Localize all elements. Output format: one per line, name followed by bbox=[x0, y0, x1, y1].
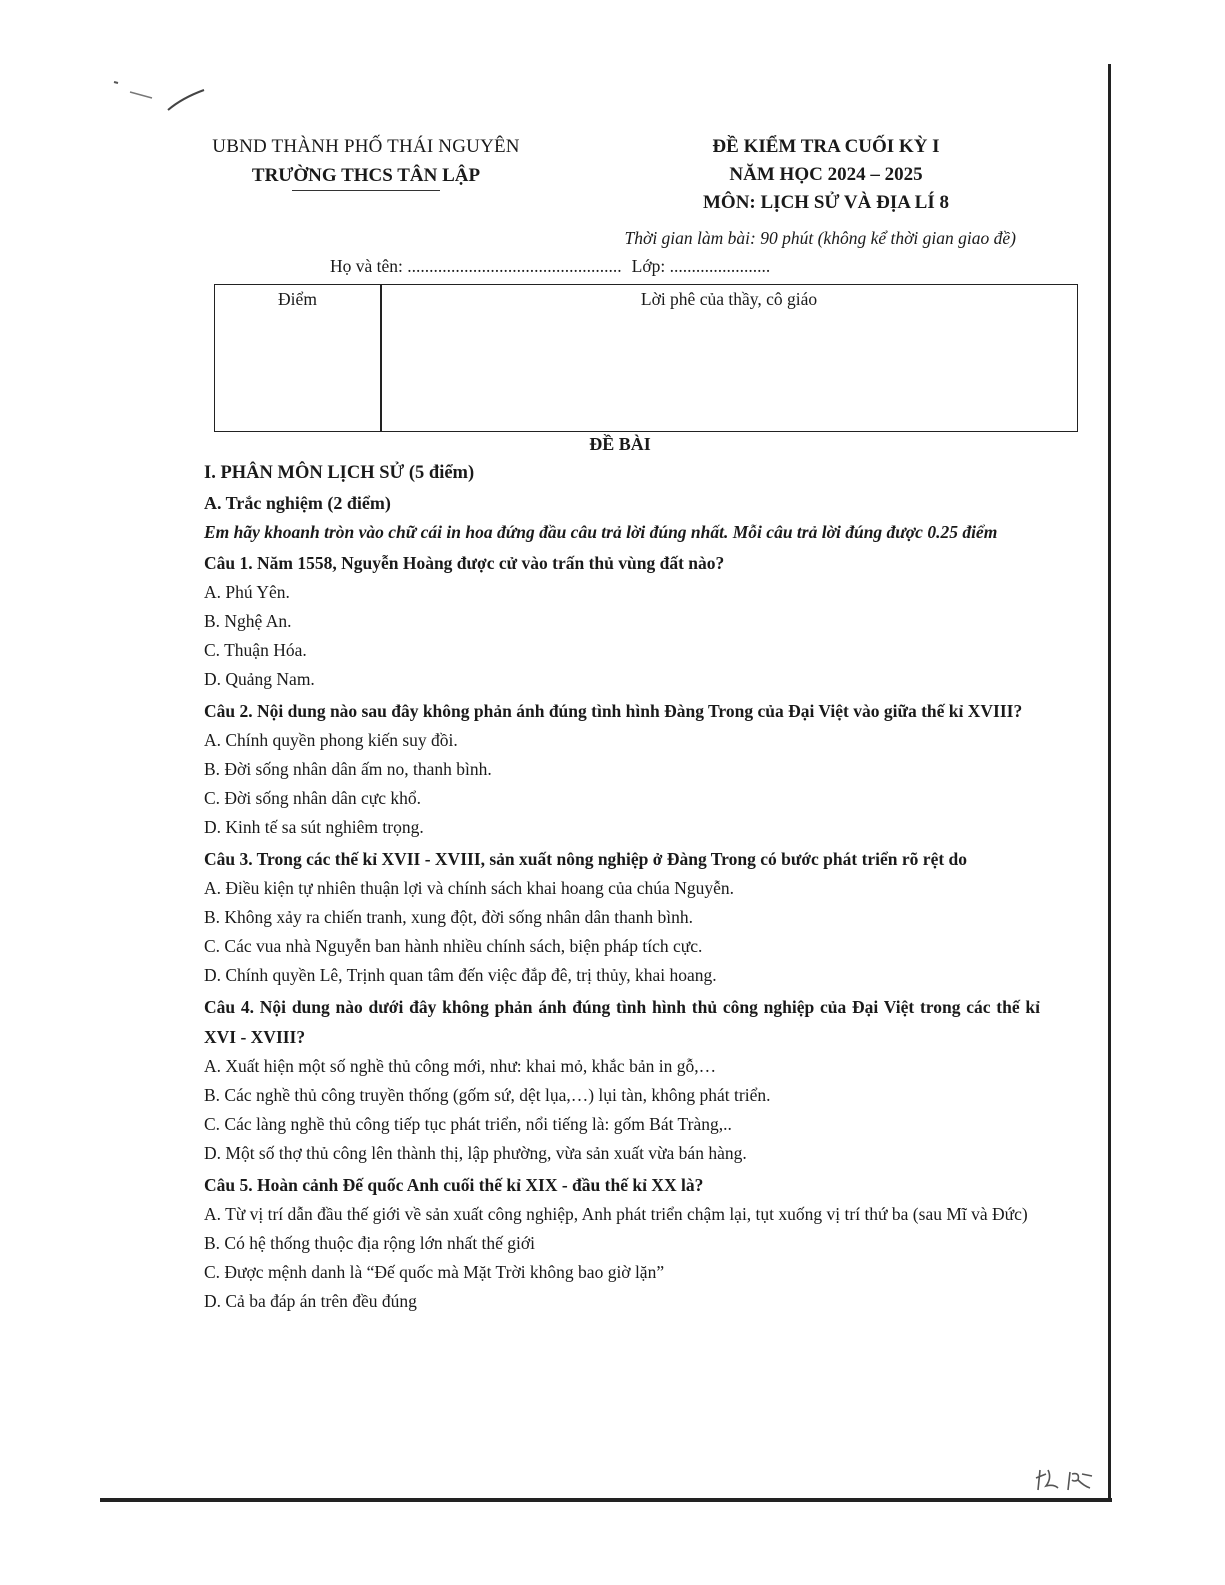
student-name-field: Họ và tên: ................................................. bbox=[330, 256, 622, 276]
question-text: Câu 4. Nội dung nào dưới đây không phản ánh đúng tình hình thủ công nghiệp của Đại Việt trong các thế kỉ XVI - XVIII? bbox=[204, 997, 1040, 1047]
pen-stroke-mark bbox=[112, 72, 212, 122]
answer-option: B. Không xảy ra chiến tranh, xung đột, đời sống nhân dân thanh bình. bbox=[204, 907, 693, 927]
answer-option: C. Được mệnh danh là “Đế quốc mà Mặt Trời không bao giờ lặn” bbox=[204, 1262, 665, 1282]
handwritten-initials bbox=[1034, 1464, 1104, 1494]
student-info-line bbox=[330, 256, 770, 277]
question-text: Câu 1. Năm 1558, Nguyễn Hoàng được cử vào trấn thủ vùng đất nào? bbox=[204, 553, 725, 573]
instructions: Em hãy khoanh tròn vào chữ cái in hoa đứng đầu câu trả lời đúng nhất. Mỗi câu trả lời đúng được 0.25 điểm bbox=[204, 522, 998, 542]
answer-option: A. Chính quyền phong kiến suy đồi. bbox=[204, 730, 458, 750]
answer-option: B. Có hệ thống thuộc địa rộng lớn nhất thế giới bbox=[204, 1233, 536, 1253]
answer-option: C. Các làng nghề thủ công tiếp tục phát triển, nổi tiếng là: gốm Bát Tràng,.. bbox=[204, 1114, 732, 1134]
page-right-edge bbox=[1108, 64, 1111, 1500]
score-label: Điểm bbox=[278, 289, 317, 309]
teacher-comment-label: Lời phê của thầy, cô giáo bbox=[640, 289, 818, 309]
answer-option: B. Nghệ An. bbox=[204, 611, 292, 631]
answer-option: D. Chính quyền Lê, Trịnh quan tâm đến việc đắp đê, trị thủy, khai hoang. bbox=[204, 965, 717, 985]
exam-header bbox=[636, 136, 1016, 214]
exam-content-heading: ĐỀ BÀI bbox=[589, 434, 651, 454]
school-name: TRƯỜNG THCS TÂN LẬP bbox=[251, 165, 481, 186]
answer-option: A. Từ vị trí dẫn đầu thế giới về sản xuất công nghiệp, Anh phát triển chậm lại, tụt xuống vị trí thứ ba (sau Mĩ và Đức) bbox=[204, 1204, 1028, 1224]
school-year: NĂM HỌC 2024 – 2025 bbox=[729, 164, 923, 185]
answer-option: D. Một số thợ thủ công lên thành thị, lập phường, vừa sản xuất vừa bán hàng. bbox=[204, 1143, 747, 1163]
answer-option: B. Đời sống nhân dân ấm no, thanh bình. bbox=[204, 759, 492, 779]
city-committee-name: UBND THÀNH PHỐ THÁI NGUYÊN bbox=[212, 136, 520, 157]
page-bottom-rule bbox=[100, 1498, 1112, 1502]
answer-option: B. Các nghề thủ công truyền thống (gốm sứ, dệt lụa,…) lụi tàn, không phát triển. bbox=[204, 1085, 771, 1105]
student-class-field: Lớp: ....................... bbox=[631, 256, 771, 276]
question-text: Câu 5. Hoàn cảnh Đế quốc Anh cuối thế kỉ XIX - đầu thế kỉ XX là? bbox=[204, 1175, 704, 1195]
time-note: Thời gian làm bài: 90 phút (không kể thời gian giao đề) bbox=[624, 228, 1016, 248]
answer-option: C. Đời sống nhân dân cực khổ. bbox=[204, 788, 422, 808]
answer-option: A. Điều kiện tự nhiên thuận lợi và chính sách khai hoang của chúa Nguyễn. bbox=[204, 878, 734, 898]
question-text: Câu 2. Nội dung nào sau đây không phản ánh đúng tình hình Đàng Trong của Đại Việt vào giữa thế kỉ XVIII? bbox=[204, 701, 1023, 721]
answer-option: D. Kinh tế sa sút nghiêm trọng. bbox=[204, 817, 424, 837]
school-header bbox=[186, 136, 546, 191]
answer-option: D. Cả ba đáp án trên đều đúng bbox=[204, 1291, 417, 1311]
exam-title: ĐỀ KIỂM TRA CUỐI KỲ I bbox=[712, 136, 940, 157]
answer-option: D. Quảng Nam. bbox=[204, 669, 315, 689]
school-name-underline bbox=[292, 190, 440, 191]
part-a-title: A. Trắc nghiệm (2 điểm) bbox=[204, 493, 391, 513]
answer-option: A. Phú Yên. bbox=[204, 582, 290, 602]
subject: MÔN: LỊCH SỬ VÀ ĐỊA LÍ 8 bbox=[703, 192, 949, 213]
grade-box bbox=[214, 284, 1078, 432]
answer-option: C. Thuận Hóa. bbox=[204, 640, 307, 660]
answer-option: A. Xuất hiện một số nghề thủ công mới, như: khai mỏ, khắc bản in gỗ,… bbox=[204, 1056, 717, 1076]
section-title: I. PHÂN MÔN LỊCH SỬ (5 điểm) bbox=[204, 463, 475, 483]
question-text: Câu 3. Trong các thế kỉ XVII - XVIII, sản xuất nông nghiệp ở Đàng Trong có bước phát triển rõ rệt do bbox=[204, 849, 968, 869]
answer-option: C. Các vua nhà Nguyễn ban hành nhiều chính sách, biện pháp tích cực. bbox=[204, 936, 703, 956]
exam-content bbox=[204, 458, 1040, 1316]
